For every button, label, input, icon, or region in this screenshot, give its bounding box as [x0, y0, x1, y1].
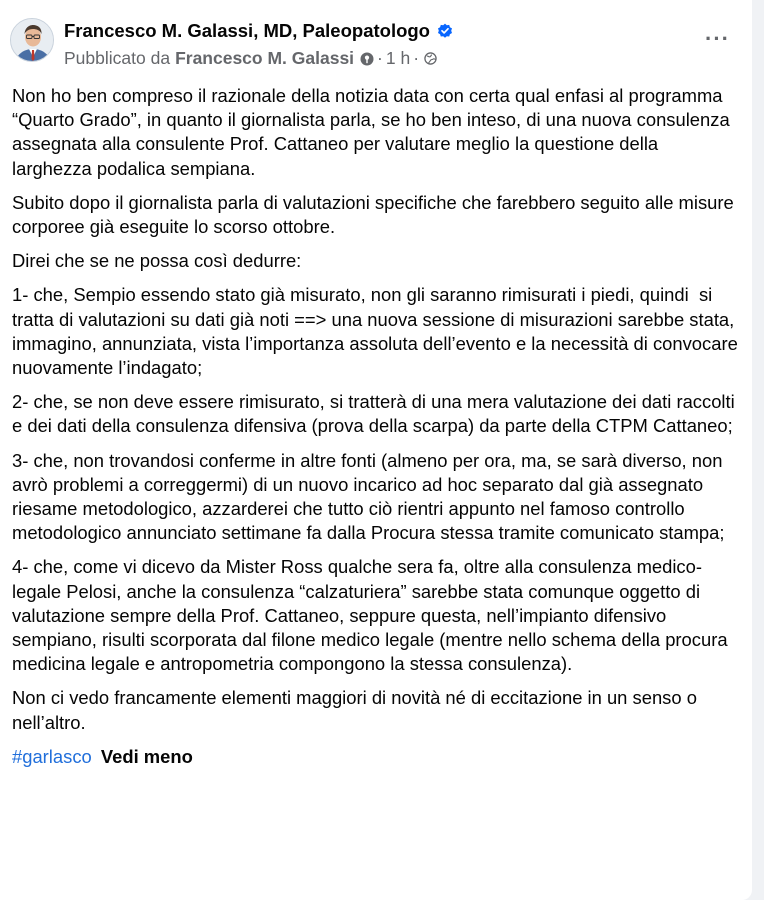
post-header — [10, 16, 740, 66]
see-less-button[interactable]: Vedi meno — [100, 745, 193, 767]
post-time[interactable]: 1 h — [385, 48, 411, 68]
hashtag-link[interactable]: #garlasco — [12, 745, 92, 767]
post-paragraph: Subito dopo il giornalista parla di valutazioni specifiche che farebbero seguito alle misure corporee già eseguite lo scorso ottobre. — [12, 191, 739, 238]
post-paragraph: 3- che, non trovandosi conferme in altre fonti (almeno per ora, ma, se sarà diverso, non avrò problemi a correggermi) di un nuovo incarico ad hoc separato dal già assegnato riesame metodologico, azzarderei che tutto ciò rientri appunto nel famoso controllo metodologico annunciato settimane fa dalla Procura stessa tramite comunicato stampa; — [12, 449, 728, 544]
published-prefix: Pubblicato da — [64, 48, 171, 68]
more-options-icon[interactable]: ··· — [705, 26, 730, 51]
post-paragraph: Direi che se ne possa così dedurre: — [12, 250, 302, 272]
author-avatar[interactable] — [10, 18, 54, 62]
post-paragraph: 1- che, Sempio essendo stato già misurato, non gli saranno rimisurati i piedi, quindi si tratta di valutazioni su dati già noti ==> una nuova sessione di misurazioni sarebbe stata, immagino, annunziata, vista l’importanza assoluta dell’evento e la necessità di convocare nuovamente l’indagato; — [12, 284, 743, 379]
globe-icon[interactable] — [424, 52, 437, 65]
post-footer — [12, 745, 738, 769]
admin-badge-icon — [360, 52, 374, 66]
author-name[interactable]: Francesco M. Galassi, MD, Paleopatologo — [64, 20, 430, 41]
post-paragraph: 4- che, come vi dicevo da Mister Ross qualche sera fa, oltre alla consulenza medico-legale Pelosi, anche la consulenza “calzaturiera” sarebbe stata comunque oggetto di valutazione sempre della Prof. Cattaneo, seppure questa, nell’impianto difensivo sempiano, risulti scorporata dal filone medico legale (mentre nello schema della procura medicina legale e antropometria compongono la stessa consulenza). — [12, 556, 733, 675]
post-body — [12, 84, 743, 769]
publisher-name[interactable]: Francesco M. Galassi — [175, 48, 355, 68]
post-paragraph: Non ci vedo francamente elementi maggiori di novità né di eccitazione in un senso o nell’altro. — [12, 687, 703, 733]
meta-separator-2: · — [413, 48, 420, 68]
author-name-row — [64, 20, 453, 42]
post-meta — [64, 48, 437, 69]
post-paragraph: Non ho ben compreso il razionale della notizia data con certa qual enfasi al programma “Quarto Grado”, in quanto il giornalista parla, se ho ben inteso, di una nuova consulenza assegnata alla consulente Prof. Cattaneo per valutare meglio la questione della larghezza podalica sempiana. — [12, 85, 735, 179]
meta-separator: · — [377, 48, 383, 68]
post-paragraph: 2- che, se non deve essere rimisurato, si tratterà di una mera valutazione dei dati raccolti e dei dati della consulenza difensiva (prova della scarpa) da parte della CTPM Cattaneo; — [12, 391, 740, 437]
verified-badge-icon — [437, 23, 453, 39]
